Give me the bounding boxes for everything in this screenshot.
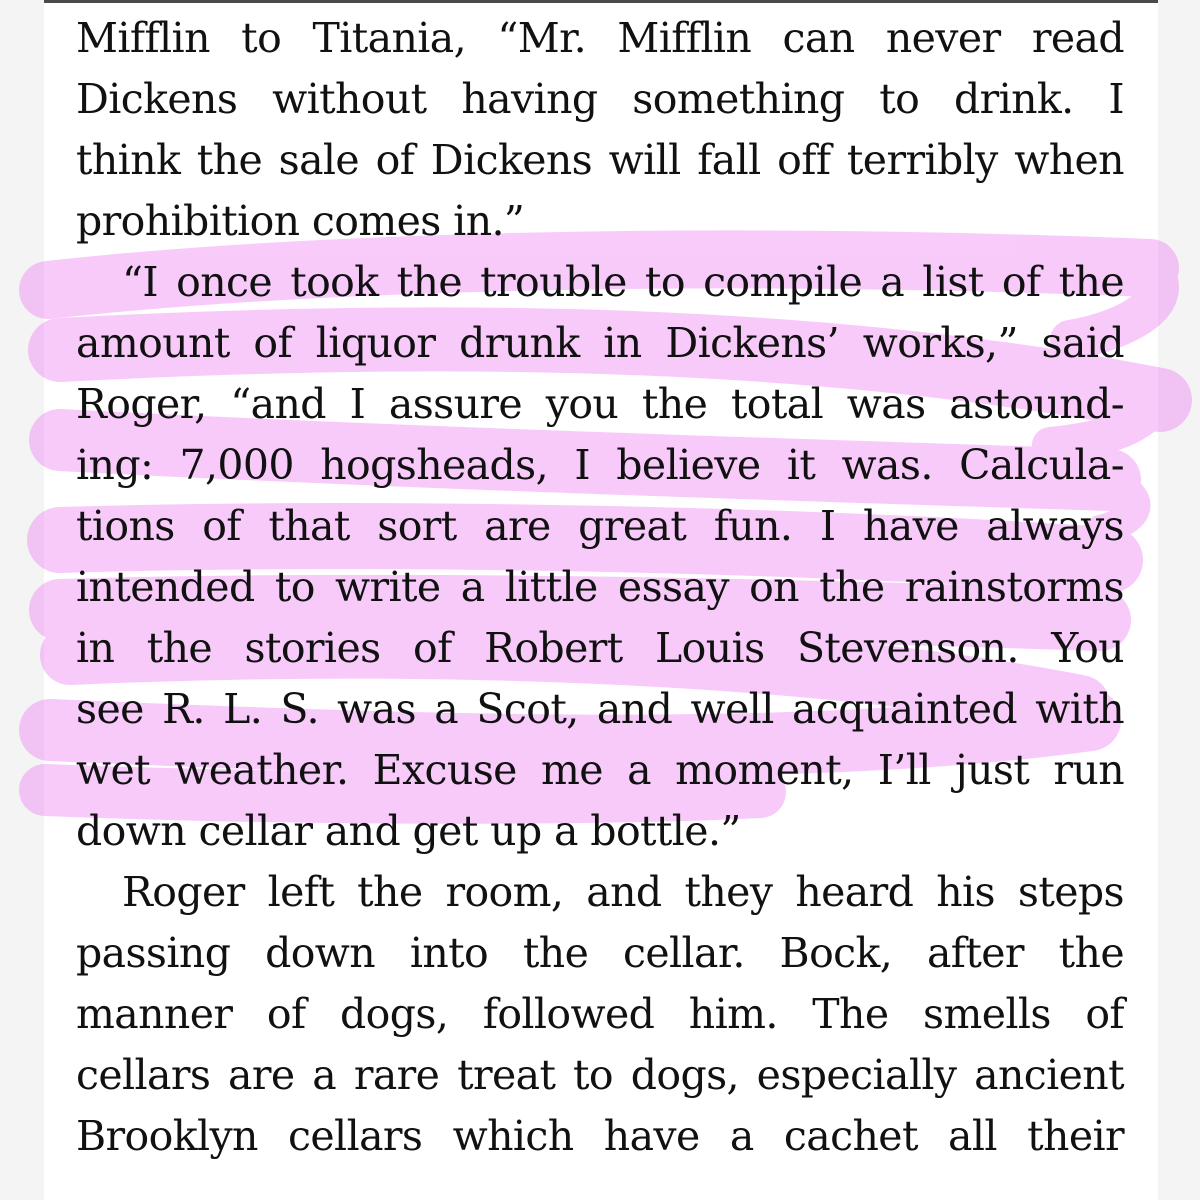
text-line: “I once took the trouble to compile a list of the (122, 258, 1124, 306)
text-line: Mifflin to Titania, “Mr. Mifflin can never read (76, 14, 1124, 62)
text-line: Brooklyn cellars which have a cachet all their (76, 1112, 1124, 1160)
text-line: passing down into the cellar. Bock, after the (76, 929, 1124, 977)
text-line: prohibition comes in.” (76, 197, 525, 245)
text-line: Roger, “and I assure you the total was astound- (76, 380, 1124, 428)
text-line: amount of liquor drunk in Dickens’ works,” said (76, 319, 1124, 367)
text-line: manner of dogs, followed him. The smells of (76, 990, 1124, 1038)
text-line: in the stories of Robert Louis Stevenson. You (76, 624, 1124, 672)
text-line: cellars are a rare treat to dogs, especially ancient (76, 1051, 1124, 1099)
text-line: ing: 7,000 hogsheads, I believe it was. Calcula- (76, 441, 1124, 489)
text-line: think the sale of Dickens will fall off terribly when (76, 136, 1124, 184)
text-line: wet weather. Excuse me a moment, I’ll just run (76, 746, 1124, 794)
book-text (76, 8, 1124, 1167)
text-line: intended to write a little essay on the rainstorms (76, 563, 1124, 611)
text-line: tions of that sort are great fun. I have always (76, 502, 1124, 550)
text-line: Roger left the room, and they heard his steps (122, 868, 1124, 916)
text-line: down cellar and get up a bottle.” (76, 807, 741, 855)
text-line: see R. L. S. was a Scot, and well acquainted with (76, 685, 1124, 733)
text-line: Dickens without having something to drink. I (76, 75, 1124, 123)
